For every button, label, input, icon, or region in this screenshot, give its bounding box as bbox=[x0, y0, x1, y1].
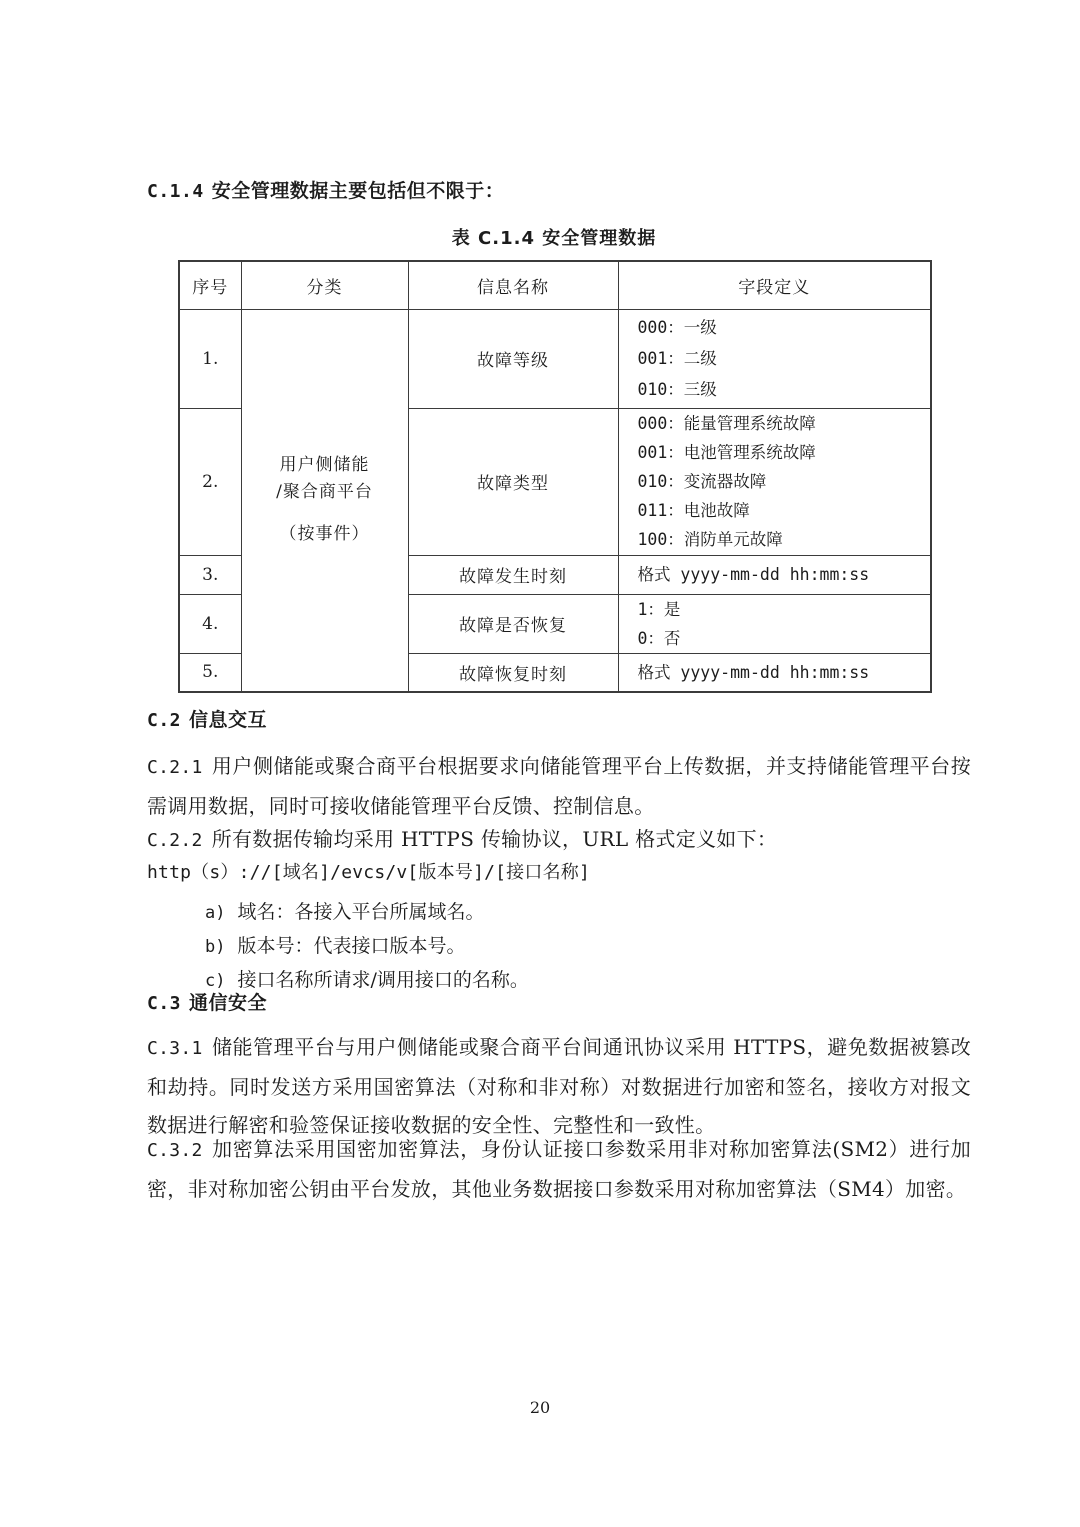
cell-info-name: 故障等级 bbox=[408, 309, 618, 408]
paragraph-c22-text: 所有数据传输均采用 HTTPS 传输协议，URL 格式定义如下： bbox=[211, 827, 778, 851]
paragraph-c22 bbox=[147, 820, 971, 860]
heading-c2-text: 信息交互 bbox=[189, 709, 268, 731]
cell-seq: 4. bbox=[179, 594, 241, 653]
heading-c14-text: 安全管理数据主要包括但不限于： bbox=[211, 180, 505, 202]
col-header-category: 分类 bbox=[241, 261, 408, 309]
paragraph-c31-text: 储能管理平台与用户侧储能或聚合商平台间通讯协议采用 HTTPS，避免数据被篡改和劫持。同时发送方采用国密算法（对称和非对称）对数据进行加密和签名，接收方对报文数据进行解密和验签保证接收数据的安全性、完整性和一致性。 bbox=[147, 1035, 971, 1137]
cell-info-name: 故障发生时刻 bbox=[408, 555, 618, 594]
heading-c3 bbox=[147, 988, 267, 1015]
cell-field-def bbox=[618, 408, 931, 555]
paragraph-c32-text: 加密算法采用国密加密算法，身份认证接口参数采用非对称加密算法(SM2）进行加密，非对称加密公钥由平台发放，其他业务数据接口参数采用对称加密算法（SM4）加密。 bbox=[147, 1137, 971, 1201]
list-item bbox=[205, 930, 905, 964]
url-definition-list bbox=[205, 896, 905, 998]
cell-field-def bbox=[618, 309, 931, 408]
cell-field-def bbox=[618, 594, 931, 653]
list-item-marker: c) bbox=[205, 971, 226, 991]
list-item-text: 版本号：代表接口版本号。 bbox=[237, 935, 466, 957]
paragraph-c21-number: C.2.1 bbox=[147, 757, 203, 778]
category-line: 用户侧储能 bbox=[279, 455, 370, 476]
paragraph-c31 bbox=[147, 1028, 971, 1144]
cell-seq: 5. bbox=[179, 653, 241, 692]
field-def-line: 1：是 bbox=[637, 599, 681, 619]
security-data-table bbox=[178, 260, 932, 693]
paragraph-c32 bbox=[147, 1130, 971, 1208]
field-def-line: 011：电池故障 bbox=[637, 501, 750, 520]
url-format-line: http（s）://[域名]/evcs/v[版本号]/[接口名称] bbox=[147, 862, 591, 883]
cell-field-def bbox=[618, 555, 931, 594]
cell-seq: 2. bbox=[179, 408, 241, 555]
cell-info-name: 故障类型 bbox=[408, 408, 618, 555]
heading-c2-number: C.2 bbox=[147, 710, 182, 731]
field-def-line: 010：三级 bbox=[637, 380, 717, 399]
field-def-line: 格式 yyyy-mm-dd hh:mm:ss bbox=[637, 662, 870, 682]
table-header-row bbox=[179, 261, 931, 309]
list-item-marker: b) bbox=[205, 937, 226, 957]
heading-c3-number: C.3 bbox=[147, 993, 182, 1014]
list-item bbox=[205, 964, 905, 998]
paragraph-c21 bbox=[147, 747, 971, 825]
cell-info-name: 故障恢复时刻 bbox=[408, 653, 618, 692]
cell-seq: 1. bbox=[179, 309, 241, 408]
table-row bbox=[179, 309, 931, 408]
field-def-line: 000：能量管理系统故障 bbox=[637, 414, 816, 433]
table-title: 表 C.1.4 安全管理数据 bbox=[451, 228, 657, 249]
heading-c14-number: C.1.4 bbox=[147, 181, 204, 202]
col-header-seq: 序号 bbox=[179, 261, 241, 309]
paragraph-c22-number: C.2.2 bbox=[147, 830, 203, 851]
paragraph-c32-number: C.3.2 bbox=[147, 1140, 203, 1161]
list-item-text: 接口名称所请求/调用接口的名称。 bbox=[237, 969, 529, 991]
cell-field-def bbox=[618, 653, 931, 692]
category-line: （按事件） bbox=[279, 524, 370, 545]
list-item-text: 域名：各接入平台所属域名。 bbox=[237, 901, 485, 923]
col-header-field-def: 字段定义 bbox=[618, 261, 931, 309]
cell-info-name: 故障是否恢复 bbox=[408, 594, 618, 653]
page-number: 20 bbox=[529, 1398, 551, 1417]
field-def-line: 0：否 bbox=[637, 628, 681, 648]
category-line: /聚合商平台 bbox=[276, 482, 373, 503]
cell-category bbox=[241, 309, 408, 692]
cell-seq: 3. bbox=[179, 555, 241, 594]
field-def-line: 001：二级 bbox=[637, 349, 717, 368]
heading-c14 bbox=[147, 176, 504, 203]
field-def-line: 000：一级 bbox=[637, 318, 717, 337]
heading-c2 bbox=[147, 705, 267, 732]
field-def-line: 100：消防单元故障 bbox=[637, 530, 783, 549]
list-item bbox=[205, 896, 905, 930]
col-header-info-name: 信息名称 bbox=[408, 261, 618, 309]
field-def-line: 001：电池管理系统故障 bbox=[637, 443, 816, 462]
paragraph-c31-number: C.3.1 bbox=[147, 1038, 203, 1059]
field-def-line: 010：变流器故障 bbox=[637, 472, 767, 491]
heading-c3-text: 通信安全 bbox=[189, 992, 268, 1014]
field-def-line: 格式 yyyy-mm-dd hh:mm:ss bbox=[637, 565, 870, 584]
paragraph-c21-text: 用户侧储能或聚合商平台根据要求向储能管理平台上传数据，并支持储能管理平台按需调用数据，同时可接收储能管理平台反馈、控制信息。 bbox=[147, 754, 971, 818]
list-item-marker: a) bbox=[205, 903, 226, 923]
